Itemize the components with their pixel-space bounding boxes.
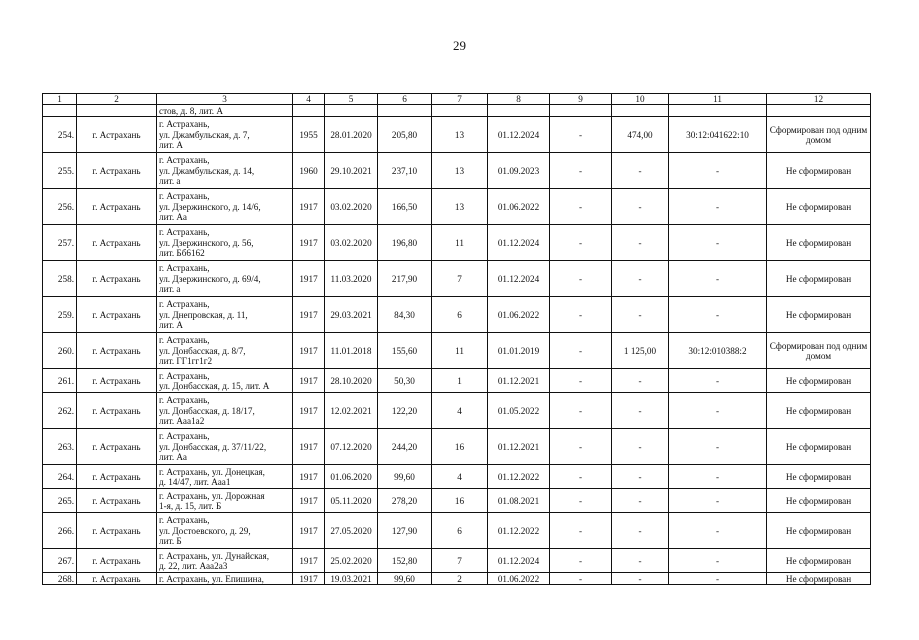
cadastral-number-cell: - [669, 261, 767, 297]
column-header: 2 [77, 94, 157, 105]
table-row [43, 489, 871, 513]
housing-registry-table [42, 93, 871, 585]
address-cell: г. Астрахань, ул. Достоевского, д. 29, лит. Б [157, 513, 293, 549]
date-cell: 01.12.2024 [488, 261, 550, 297]
table-row [43, 573, 871, 585]
row-number: 262. [43, 393, 77, 429]
value-cell: - [550, 465, 612, 489]
date-cell: 11.01.2018 [325, 333, 378, 369]
status-cell: Не сформирован [767, 261, 871, 297]
table-row [43, 369, 871, 393]
area-cell: 237,10 [378, 153, 432, 189]
value-cell: - [550, 333, 612, 369]
row-number: 255. [43, 153, 77, 189]
date-cell: 07.12.2020 [325, 429, 378, 465]
date-cell: 28.01.2020 [325, 117, 378, 153]
value-cell: - [550, 369, 612, 393]
cadastral-number-cell: - [669, 297, 767, 333]
date-cell: 01.12.2022 [488, 513, 550, 549]
date-cell: 19.03.2021 [325, 573, 378, 585]
area-cell: 152,80 [378, 549, 432, 573]
area-cell: 122,20 [378, 393, 432, 429]
land-area-cell: - [612, 297, 669, 333]
table-row [43, 189, 871, 225]
count-cell: 16 [432, 489, 488, 513]
row-number: 263. [43, 429, 77, 465]
count-cell: 11 [432, 225, 488, 261]
city-cell: г. Астрахань [77, 549, 157, 573]
count-cell: 4 [432, 393, 488, 429]
cadastral-number-cell: - [669, 369, 767, 393]
date-cell: 03.02.2020 [325, 225, 378, 261]
date-cell: 01.01.2019 [488, 333, 550, 369]
city-cell: г. Астрахань [77, 225, 157, 261]
date-cell: 01.06.2022 [488, 573, 550, 585]
year-cell: 1955 [293, 117, 325, 153]
address-cell: г. Астрахань, ул. Дзержинского, д. 69/4, лит. а [157, 261, 293, 297]
cadastral-number-cell: - [669, 573, 767, 585]
row-number: 264. [43, 465, 77, 489]
cadastral-number-cell: - [669, 513, 767, 549]
date-cell: 01.12.2022 [488, 465, 550, 489]
column-header: 1 [43, 94, 77, 105]
land-area-cell: - [612, 153, 669, 189]
city-cell: г. Астрахань [77, 513, 157, 549]
land-area-cell: - [612, 489, 669, 513]
value-cell: - [550, 429, 612, 465]
table-row [43, 393, 871, 429]
status-cell: Не сформирован [767, 297, 871, 333]
address-cell: г. Астрахань, ул. Донецкая, д. 14/47, лит. Ааа1 [157, 465, 293, 489]
cadastral-number-cell: 30:12:041622:10 [669, 117, 767, 153]
value-cell: - [550, 393, 612, 429]
year-cell: 1917 [293, 261, 325, 297]
column-header: 7 [432, 94, 488, 105]
row-number: 254. [43, 117, 77, 153]
land-area-cell: 474,00 [612, 117, 669, 153]
city-cell: г. Астрахань [77, 429, 157, 465]
column-header: 8 [488, 94, 550, 105]
column-header: 9 [550, 94, 612, 105]
area-cell: 278,20 [378, 489, 432, 513]
address-cell: г. Астрахань, ул. Донбасская, д. 18/17, лит. Ааа1а2 [157, 393, 293, 429]
count-cell: 7 [432, 549, 488, 573]
page-number: 29 [453, 38, 466, 53]
column-header: 10 [612, 94, 669, 105]
year-cell: 1917 [293, 393, 325, 429]
column-header: 6 [378, 94, 432, 105]
cadastral-number-cell: - [669, 465, 767, 489]
count-cell: 1 [432, 369, 488, 393]
area-cell: 244,20 [378, 429, 432, 465]
column-header-row [43, 94, 871, 105]
address-cell: г. Астрахань, ул. Дунайская, д. 22, лит. Ааа2а3 [157, 549, 293, 573]
year-cell: 1917 [293, 369, 325, 393]
year-cell: 1917 [293, 465, 325, 489]
date-cell: 03.02.2020 [325, 189, 378, 225]
table-row [43, 297, 871, 333]
date-cell: 01.12.2021 [488, 369, 550, 393]
table-row [43, 513, 871, 549]
status-cell: Не сформирован [767, 369, 871, 393]
year-cell: 1917 [293, 549, 325, 573]
count-cell: 13 [432, 117, 488, 153]
status-cell: Не сформирован [767, 393, 871, 429]
year-cell: 1960 [293, 153, 325, 189]
date-cell: 11.03.2020 [325, 261, 378, 297]
address-cell: г. Астрахань, ул. Джамбульская, д. 14, лит. а [157, 153, 293, 189]
row-number: 256. [43, 189, 77, 225]
value-cell: - [550, 225, 612, 261]
column-header: 11 [669, 94, 767, 105]
continuation-row [43, 105, 871, 117]
land-area-cell: - [612, 189, 669, 225]
year-cell: 1917 [293, 513, 325, 549]
address-cell: г. Астрахань, ул. Днепровская, д. 11, лит. А [157, 297, 293, 333]
date-cell: 01.09.2023 [488, 153, 550, 189]
land-area-cell: - [612, 549, 669, 573]
cadastral-number-cell: - [669, 429, 767, 465]
land-area-cell: - [612, 465, 669, 489]
address-cell: г. Астрахань, ул. Епишина, [157, 573, 293, 585]
row-number: 265. [43, 489, 77, 513]
address-cell: г. Астрахань, ул. Джамбульская, д. 7, лит. А [157, 117, 293, 153]
status-cell: Не сформирован [767, 465, 871, 489]
area-cell: 205,80 [378, 117, 432, 153]
land-area-cell: - [612, 261, 669, 297]
land-area-cell: - [612, 573, 669, 585]
row-number: 267. [43, 549, 77, 573]
table-row [43, 153, 871, 189]
value-cell: - [550, 189, 612, 225]
cadastral-number-cell: - [669, 489, 767, 513]
status-cell: Не сформирован [767, 513, 871, 549]
cadastral-number-cell: - [669, 225, 767, 261]
table-row [43, 261, 871, 297]
status-cell: Не сформирован [767, 189, 871, 225]
area-cell: 166,50 [378, 189, 432, 225]
table-row [43, 117, 871, 153]
city-cell: г. Астрахань [77, 573, 157, 585]
year-cell: 1917 [293, 489, 325, 513]
date-cell: 29.10.2021 [325, 153, 378, 189]
year-cell: 1917 [293, 573, 325, 585]
row-number: 259. [43, 297, 77, 333]
date-cell: 01.06.2020 [325, 465, 378, 489]
row-number: 258. [43, 261, 77, 297]
date-cell: 12.02.2021 [325, 393, 378, 429]
value-cell: - [550, 153, 612, 189]
value-cell: - [550, 261, 612, 297]
address-cell: г. Астрахань, ул. Дзержинского, д. 14/6, лит. Аа [157, 189, 293, 225]
date-cell: 01.12.2024 [488, 225, 550, 261]
land-area-cell: - [612, 513, 669, 549]
year-cell: 1917 [293, 333, 325, 369]
area-cell: 217,90 [378, 261, 432, 297]
date-cell: 01.12.2024 [488, 117, 550, 153]
area-cell: 50,30 [378, 369, 432, 393]
table-row [43, 429, 871, 465]
date-cell: 01.06.2022 [488, 189, 550, 225]
column-header: 4 [293, 94, 325, 105]
date-cell: 27.05.2020 [325, 513, 378, 549]
land-area-cell: - [612, 429, 669, 465]
cadastral-number-cell: 30:12:010388:2 [669, 333, 767, 369]
date-cell: 01.12.2021 [488, 429, 550, 465]
land-area-cell: - [612, 225, 669, 261]
count-cell: 4 [432, 465, 488, 489]
city-cell: г. Астрахань [77, 333, 157, 369]
cadastral-number-cell: - [669, 393, 767, 429]
table-row [43, 333, 871, 369]
area-cell: 155,60 [378, 333, 432, 369]
value-cell: - [550, 489, 612, 513]
table-row [43, 549, 871, 573]
date-cell: 01.05.2022 [488, 393, 550, 429]
date-cell: 05.11.2020 [325, 489, 378, 513]
area-cell: 99,60 [378, 465, 432, 489]
date-cell: 01.12.2024 [488, 549, 550, 573]
year-cell: 1917 [293, 189, 325, 225]
column-header: 3 [157, 94, 293, 105]
row-number: 260. [43, 333, 77, 369]
count-cell: 7 [432, 261, 488, 297]
cadastral-number-cell: - [669, 153, 767, 189]
address-cell: г. Астрахань, ул. Дзержинского, д. 56, лит. Бб6162 [157, 225, 293, 261]
address-cell: г. Астрахань, ул. Донбасская, д. 15, лит. А [157, 369, 293, 393]
city-cell: г. Астрахань [77, 393, 157, 429]
cadastral-number-cell: - [669, 549, 767, 573]
count-cell: 13 [432, 189, 488, 225]
year-cell: 1917 [293, 297, 325, 333]
status-cell: Не сформирован [767, 573, 871, 585]
value-cell: - [550, 549, 612, 573]
value-cell: - [550, 117, 612, 153]
count-cell: 6 [432, 297, 488, 333]
value-cell: - [550, 297, 612, 333]
area-cell: 127,90 [378, 513, 432, 549]
year-cell: 1917 [293, 429, 325, 465]
land-area-cell: - [612, 369, 669, 393]
city-cell: г. Астрахань [77, 489, 157, 513]
table-row [43, 225, 871, 261]
continuation-address: стов, д. 8, лит. А [157, 105, 293, 117]
date-cell: 01.06.2022 [488, 297, 550, 333]
date-cell: 01.08.2021 [488, 489, 550, 513]
value-cell: - [550, 573, 612, 585]
address-cell: г. Астрахань, ул. Донбасская, д. 37/11/22, лит. Аа [157, 429, 293, 465]
cadastral-number-cell: - [669, 189, 767, 225]
area-cell: 84,30 [378, 297, 432, 333]
status-cell: Не сформирован [767, 153, 871, 189]
address-cell: г. Астрахань, ул. Донбасская, д. 8/7, лит. ГГ1гг1г2 [157, 333, 293, 369]
city-cell: г. Астрахань [77, 117, 157, 153]
city-cell: г. Астрахань [77, 297, 157, 333]
city-cell: г. Астрахань [77, 465, 157, 489]
count-cell: 11 [432, 333, 488, 369]
row-number: 268. [43, 573, 77, 585]
date-cell: 28.10.2020 [325, 369, 378, 393]
status-cell: Сформирован под одним домом [767, 333, 871, 369]
land-area-cell: 1 125,00 [612, 333, 669, 369]
status-cell: Сформирован под одним домом [767, 117, 871, 153]
status-cell: Не сформирован [767, 225, 871, 261]
land-area-cell: - [612, 393, 669, 429]
area-cell: 196,80 [378, 225, 432, 261]
city-cell: г. Астрахань [77, 153, 157, 189]
date-cell: 25.02.2020 [325, 549, 378, 573]
count-cell: 16 [432, 429, 488, 465]
table-row [43, 465, 871, 489]
row-number: 266. [43, 513, 77, 549]
row-number: 261. [43, 369, 77, 393]
count-cell: 13 [432, 153, 488, 189]
address-cell: г. Астрахань, ул. Дорожная 1-я, д. 15, лит. Б [157, 489, 293, 513]
city-cell: г. Астрахань [77, 189, 157, 225]
count-cell: 6 [432, 513, 488, 549]
column-header: 5 [325, 94, 378, 105]
status-cell: Не сформирован [767, 429, 871, 465]
area-cell: 99,60 [378, 573, 432, 585]
row-number: 257. [43, 225, 77, 261]
status-cell: Не сформирован [767, 489, 871, 513]
count-cell: 2 [432, 573, 488, 585]
column-header: 12 [767, 94, 871, 105]
city-cell: г. Астрахань [77, 369, 157, 393]
year-cell: 1917 [293, 225, 325, 261]
value-cell: - [550, 513, 612, 549]
city-cell: г. Астрахань [77, 261, 157, 297]
date-cell: 29.03.2021 [325, 297, 378, 333]
status-cell: Не сформирован [767, 549, 871, 573]
